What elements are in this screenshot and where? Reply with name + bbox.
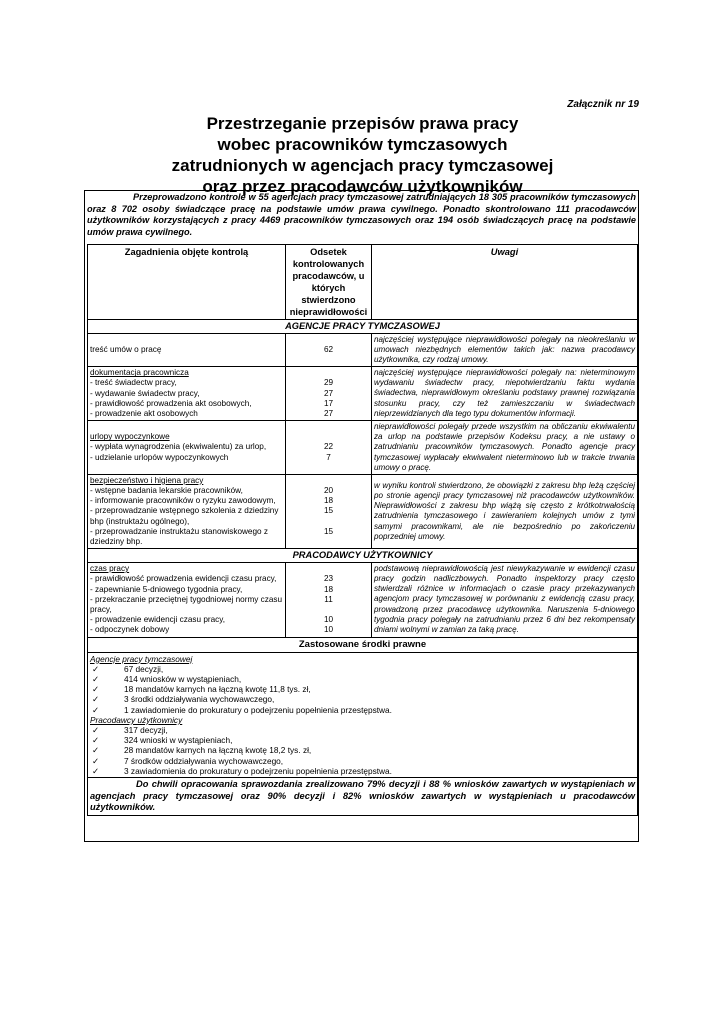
issue-heading: dokumentacja pracownicza <box>90 368 189 378</box>
value: 29 <box>323 378 334 388</box>
value: 7 <box>326 452 331 462</box>
list-item <box>90 705 635 715</box>
list-item-text: 317 decyzji, <box>124 725 168 736</box>
value: 17 <box>323 398 334 408</box>
value: 23 <box>323 574 334 584</box>
issue-line: - prowadzenie ewidencji czasu pracy, <box>90 615 226 625</box>
issue-heading: bezpieczeństwo i higiena pracy <box>90 475 204 485</box>
list-item-text: 7 środków oddziaływania wychowawczego, <box>124 755 284 766</box>
issue-line: - zapewnianie 5-dniowego tygodnia pracy, <box>90 584 243 594</box>
issue-heading: urlopy wypoczynkowe <box>90 432 170 442</box>
inspection-table <box>87 244 638 816</box>
list-item-text: 414 wniosków w wystąpieniach, <box>124 674 242 685</box>
value-cell <box>286 367 372 421</box>
check-icon: ✓ <box>92 765 99 776</box>
note-cell: w wyniku kontroli stwierdzono, że obowiązki z zakresu bhp leżą częściej po stronie agencji pracy tymczasowej niż pracodawców użytkowników. Nieprawidłowości z zakresu bhp wiążą się często z krótkotrwałością zatrudnienia tymczasowego i zawieraniem kolejnych umów z tymi samymi pracownikami, ale nie bezpośrednio po zakończeniu poprzedniej umowy. <box>372 474 638 548</box>
title-line: Przestrzeganie przepisów prawa pracy <box>206 114 519 133</box>
list-item <box>90 766 635 776</box>
issue-cell <box>88 563 286 637</box>
measures-group-label: Agencje pracy tymczasowej <box>90 653 193 664</box>
intro-paragraph <box>87 192 636 238</box>
issue-line: - prowadzenie akt osobowych <box>90 409 198 419</box>
list-item-text: 67 decyzji, <box>124 663 164 674</box>
check-icon: ✓ <box>92 735 99 746</box>
issue-line: - treść świadectw pracy, <box>90 378 177 388</box>
value-cell <box>286 334 372 367</box>
table-row <box>88 474 638 548</box>
list-item <box>90 735 635 745</box>
check-icon: ✓ <box>92 663 99 674</box>
value: 15 <box>323 506 334 516</box>
value: 10 <box>323 615 334 625</box>
list-item <box>90 694 635 704</box>
title-line: zatrudnionych w agencjach pracy tymczasowej <box>171 156 554 175</box>
list-item-text: 324 wnioski w wystąpieniach, <box>124 735 233 746</box>
summary-row <box>88 778 638 816</box>
issue-line: - odpoczynek dobowy <box>90 625 170 635</box>
issue-cell <box>88 334 286 367</box>
value: 27 <box>323 388 334 398</box>
measures-group-label: Pracodawcy użytkownicy <box>90 714 183 725</box>
issue-cell <box>88 421 286 474</box>
list-item-text: 1 zawiadomienie do prokuratury o podejrzeniu popełnienia przestępstwa. <box>124 704 392 715</box>
issue-line: - przeprowadzanie instruktażu stanowiskowego z dziedziny bhp. <box>90 526 268 546</box>
value: 15 <box>323 526 334 536</box>
value: 11 <box>324 594 333 604</box>
value: 18 <box>323 496 334 506</box>
section-agencies-label: AGENCJE PRACY TYMCZASOWEJ <box>88 320 638 334</box>
section-users-label: PRACODAWCY UŻYTKOWNICY <box>88 549 638 563</box>
list-item-text: 28 mandatów karnych na łączną kwotę 18,2 tys. zł, <box>124 745 312 756</box>
issue-line: - przeprowadzanie wstępnego szkolenia z dziedziny bhp (instruktażu ogólnego), <box>90 506 279 526</box>
issue-line: - wydawanie świadectw pracy, <box>90 388 200 398</box>
value: 20 <box>323 485 334 495</box>
measures-row <box>88 652 638 777</box>
check-icon: ✓ <box>92 674 99 685</box>
check-icon: ✓ <box>92 755 99 766</box>
check-icon: ✓ <box>92 725 99 736</box>
issue-line: - prawidłowość prowadzenia akt osobowych, <box>90 398 252 408</box>
report-frame <box>84 190 639 842</box>
list-item <box>90 664 635 674</box>
note-cell: nieprawidłowości polegały przede wszystkim na obliczaniu ekwiwalentu za urlop na podstawie przepisów Kodeksu pracy, a nie ustawy o zatrudnianiu pracowników tymczasowych. Ponadto agencje pracy tymczasowej wypłacały ekwiwalent nieterminowo lub w trakcie trwania umowy o pracę. <box>372 421 638 474</box>
table-row <box>88 563 638 637</box>
issue-line: - udzielanie urlopów wypoczynkowych <box>90 452 229 462</box>
intro-text: Przeprowadzono kontrole w 55 agencjach pracy tymczasowej zatrudniających 18 305 pracowników tymczasowych oraz 8 702 osoby świadczące pracę na podstawie umów prawa cywilnego. Ponadto skontrolowano 111 pracodawców użytkowników korzystających z pracy 4469 pracowników tymczasowych oraz 194 osób świadczących pracę na podstawie umów prawa cywilnego. <box>87 192 636 237</box>
value-cell <box>286 474 372 548</box>
value-cell <box>286 421 372 474</box>
table-row <box>88 334 638 367</box>
issue-line: - prawidłowość prowadzenia ewidencji czasu pracy, <box>90 574 277 584</box>
value: 27 <box>323 409 334 419</box>
page-title <box>85 113 640 197</box>
header-notes: Uwagi <box>372 245 638 320</box>
table-row <box>88 421 638 474</box>
note-cell: najczęściej występujące nieprawidłowości polegały na nieokreślaniu w umowach niezbędnych elementów takich jak: nazwa pracodawcy użytkownika, czy rodzaj umowy. <box>372 334 638 367</box>
list-item <box>90 674 635 684</box>
header-percent: Odsetek kontrolowanych pracodawców, u których stwierdzono nieprawidłowości <box>286 245 372 320</box>
issue-cell <box>88 474 286 548</box>
title-line: wobec pracowników tymczasowych <box>217 135 508 154</box>
list-item-text: 18 mandatów karnych na łączną kwotę 11,8 tys. zł, <box>124 684 311 695</box>
title-line: oraz przez pracodawców użytkowników <box>202 177 523 196</box>
issue-cell <box>88 367 286 421</box>
value: 10 <box>323 625 334 635</box>
list-item <box>90 684 635 694</box>
section-row-measures <box>88 637 638 652</box>
table-row <box>88 367 638 421</box>
list-item <box>90 745 635 755</box>
header-issue: Zagadnienia objęte kontrolą <box>88 245 286 320</box>
section-row-agencies <box>88 320 638 334</box>
check-icon: ✓ <box>92 694 99 705</box>
value: 62 <box>323 345 334 355</box>
issue-line: - wstępne badania lekarskie pracowników, <box>90 485 243 495</box>
annex-label: Załącznik nr 19 <box>567 99 639 110</box>
note-cell: najczęściej występujące nieprawidłowości polegały na: nieterminowym wydawaniu świadectw pracy, niepotwierdzaniu faktu wydania świadectwa, nieprawidłowym określaniu podstawy prawnej rozwiązania stosunku pracy, czy też zamieszczaniu w świadectwach nieprzewidzianych dla tego typu dokumentów informacji. <box>372 367 638 421</box>
value: 18 <box>323 584 334 594</box>
issue-line: - wypłata wynagrodzenia (ekwiwalentu) za urlop, <box>90 442 267 452</box>
section-measures-label: Zastosowane środki prawne <box>88 637 638 652</box>
issue-line: - informowanie pracowników o ryzyku zawodowym, <box>90 496 276 506</box>
check-icon: ✓ <box>92 704 99 715</box>
section-row-users <box>88 549 638 563</box>
issue-heading: czas pracy <box>90 564 130 574</box>
issue-line: treść umów o pracę <box>90 345 162 355</box>
note-cell: podstawową nieprawidłowością jest niewykazywanie w ewidencji czasu pracy godzin nadliczbowych. Ponadto inspektorzy pracy często stwierdzali różnice w informacjach o czasie pracy przekazywanych agencjom pracy tymczasowej w porównaniu z ewidencją czasu pracy, prowadzoną przez pracodawcę użytkownika. Naruszenia 5-dniowego tygodnia pracy polegały na zatrudnianiu przez 6 dni bez rekompensaty dniami wolnymi w zamian za taką pracę. <box>372 563 638 637</box>
table-header-row <box>88 245 638 320</box>
check-icon: ✓ <box>92 745 99 756</box>
value-cell <box>286 563 372 637</box>
list-item-text: 3 środki oddziaływania wychowawczego, <box>124 694 275 705</box>
measures-cell <box>88 652 638 777</box>
value: 22 <box>323 442 334 452</box>
summary-text: Do chwili opracowania sprawozdania zrealizowano 79% decyzji i 88 % wniosków zawartych w wystąpieniach w agencjach pracy tymczasowej oraz 90% decyzji i 82% wniosków zawartych w wystąpieniach u pracodawców użytkowników. <box>90 779 635 813</box>
list-item <box>90 756 635 766</box>
summary-cell <box>88 778 638 816</box>
list-item-text: 3 zawiadomienia do prokuratury o podejrzeniu popełnienia przestępstwa. <box>124 765 392 776</box>
check-icon: ✓ <box>92 684 99 695</box>
list-item <box>90 725 635 735</box>
issue-line: - przekraczanie przeciętnej tygodniowej normy czasu pracy, <box>90 594 283 614</box>
